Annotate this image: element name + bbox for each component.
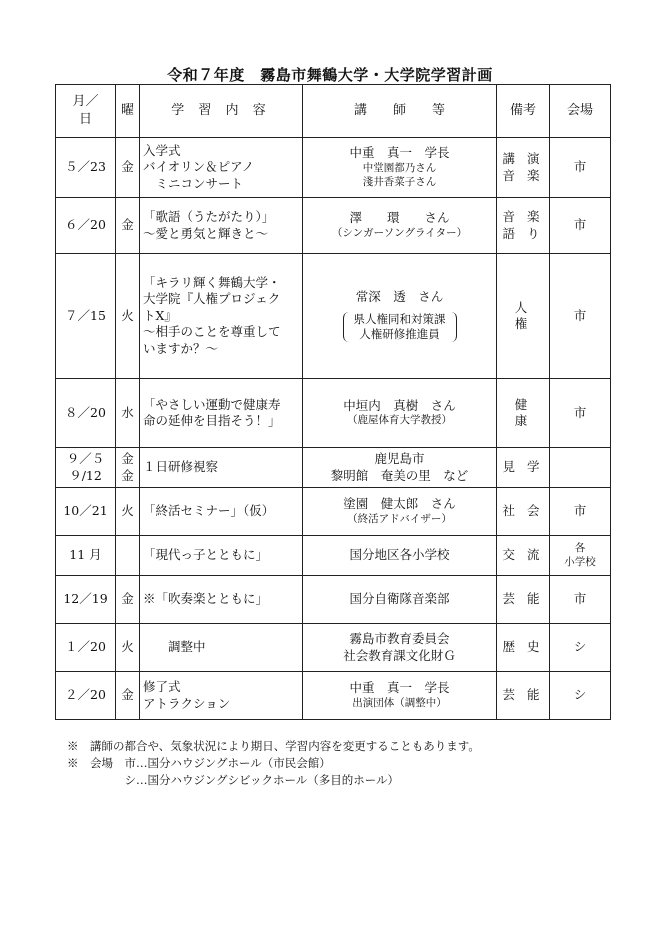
table-row <box>56 536 611 576</box>
cell-day <box>116 138 140 198</box>
cell-day <box>116 488 140 536</box>
cell-content <box>140 672 303 720</box>
cell-content-line: 大学院『人権プロジェク <box>143 291 281 307</box>
lecturer-affiliation-bracket <box>343 312 457 342</box>
cell-note-line: 音 楽 <box>502 167 544 183</box>
cell-date <box>56 488 116 536</box>
cell-date-line: 12／19 <box>63 591 108 607</box>
cell-note <box>497 672 550 720</box>
cell-day-line: 火 <box>121 307 134 323</box>
cell-content-line: 「やさしい運動で健康寿 <box>143 396 281 412</box>
cell-note <box>497 448 550 488</box>
cell-day <box>116 624 140 672</box>
cell-venue-line: 市 <box>573 159 587 175</box>
page-title: 令和７年度 霧島市舞鶴大学・大学院学習計画 <box>167 66 493 84</box>
cell-note-line: 健 康 <box>514 396 548 428</box>
cell-date-line: ７／15 <box>65 307 106 323</box>
cell-lecturer-line: 中垣内 真樹 さん <box>343 397 456 413</box>
cell-lecturer-line: 社会教育課文化財Ｇ <box>343 647 456 663</box>
cell-lecturer <box>303 672 497 720</box>
cell-day <box>116 672 140 720</box>
cell-note-line: 社 会 <box>502 503 544 519</box>
cell-date <box>56 379 116 448</box>
cell-lecturer <box>303 536 497 576</box>
cell-date <box>56 536 116 576</box>
cell-content-line: ※「吹奏楽とともに」 <box>143 591 269 607</box>
header-day: 曜 <box>116 85 140 138</box>
cell-note-line: 芸 能 <box>502 591 544 607</box>
cell-content-line: ～相手のことを尊重して <box>143 324 281 340</box>
cell-lecturer-line: 黎明館 奄美の里 など <box>330 467 469 483</box>
cell-lecturer <box>303 576 497 624</box>
cell-content <box>140 448 303 488</box>
cell-date-line: ８／20 <box>65 404 106 420</box>
cell-venue <box>550 672 611 720</box>
footnote-venue-civic: シ…国分ハウジングシビックホール（多目的ホール） <box>67 773 400 787</box>
cell-lecturer-line: 鹿児島市 <box>374 451 425 466</box>
cell-lecturer-line: 常深 透 さん <box>355 289 444 305</box>
cell-content-line: アトラクション <box>143 695 231 711</box>
cell-content-line: １日研修視察 <box>143 459 219 475</box>
cell-venue <box>550 624 611 672</box>
header-content: 学 習 内 容 <box>140 85 303 138</box>
cell-lecturer <box>303 254 497 379</box>
cell-lecturer-line: 国分自衛隊音楽部 <box>349 591 450 607</box>
cell-content <box>140 536 303 576</box>
cell-venue <box>550 488 611 536</box>
cell-date <box>56 672 116 720</box>
cell-lecturer <box>303 138 497 198</box>
cell-note-line: 芸 能 <box>502 687 544 703</box>
cell-lecturer <box>303 624 497 672</box>
header-venue: 会場 <box>550 85 611 138</box>
table-row <box>56 448 611 488</box>
cell-lecturer <box>303 488 497 536</box>
cell-date-line: ６／20 <box>65 217 106 233</box>
footnotes <box>67 738 480 789</box>
cell-date <box>56 624 116 672</box>
cell-date <box>56 198 116 254</box>
cell-content-line: 「歌語（うたがたり）」 <box>143 209 275 224</box>
cell-note <box>497 624 550 672</box>
schedule-table <box>55 84 611 720</box>
cell-date-line: 10／21 <box>63 503 108 519</box>
cell-note <box>497 379 550 448</box>
cell-note <box>497 254 550 379</box>
cell-lecturer-line: 中重 真一 学長 <box>349 680 450 696</box>
footnote-change: ※ 講師の都合や、気象状況により期日、学習内容を変更することもあります。 <box>67 739 480 753</box>
cell-lecturer <box>303 379 497 448</box>
cell-date-line: ９/12 <box>69 467 102 483</box>
cell-lecturer-line: 出演団体（調整中） <box>352 696 447 709</box>
cell-day <box>116 448 140 488</box>
cell-lecturer <box>303 448 497 488</box>
cell-note-line: 講 演 <box>502 151 544 166</box>
cell-day-line: 金 <box>121 451 134 466</box>
cell-date-line: ５／23 <box>65 159 106 175</box>
cell-content-line: 入学式 <box>143 142 181 158</box>
table-row <box>56 624 611 672</box>
cell-content <box>140 198 303 254</box>
cell-venue <box>550 138 611 198</box>
cell-content-line: 「キラリ輝く舞鶴大学・ <box>143 274 281 290</box>
cell-date <box>56 138 116 198</box>
cell-content-line: 「現代っ子とともに」 <box>143 547 269 563</box>
cell-venue-line: シ <box>573 687 587 703</box>
cell-date <box>56 254 116 379</box>
footnote-venue-shi: ※ 会場 市…国分ハウジングホール（市民会館） <box>67 756 331 770</box>
lecturer-affiliation-line: 県人権同和対策課 <box>353 311 446 326</box>
cell-day <box>116 254 140 379</box>
table-row <box>56 138 611 198</box>
cell-note-line: 音 楽 <box>502 209 544 224</box>
table-row <box>56 379 611 448</box>
cell-date-line: 11 月 <box>69 547 102 563</box>
cell-venue <box>550 379 611 448</box>
cell-note-line: 歴 史 <box>502 639 544 655</box>
cell-note <box>497 536 550 576</box>
cell-day <box>116 576 140 624</box>
cell-note-line: 見 学 <box>502 459 544 475</box>
cell-content <box>140 576 303 624</box>
cell-note <box>497 138 550 198</box>
cell-day <box>116 379 140 448</box>
cell-date-line: １／20 <box>65 639 106 655</box>
cell-date-line: ２／20 <box>65 687 106 703</box>
header-date <box>56 85 116 138</box>
cell-day-line: 火 <box>121 639 134 655</box>
cell-date-line: ９／５ <box>66 451 105 466</box>
header-date-label: 月／日 <box>72 94 99 127</box>
cell-content <box>140 138 303 198</box>
cell-content <box>140 488 303 536</box>
cell-venue-line: 市 <box>573 503 587 519</box>
cell-venue <box>550 448 611 488</box>
table-row <box>56 254 611 379</box>
cell-content-line: トX』 <box>143 307 177 323</box>
cell-day-line: 金 <box>121 159 134 175</box>
cell-day <box>116 536 140 576</box>
cell-content <box>140 624 303 672</box>
cell-content-line: ミニコンサート <box>143 175 244 191</box>
cell-note <box>497 576 550 624</box>
cell-venue <box>550 198 611 254</box>
cell-note <box>497 198 550 254</box>
cell-venue <box>550 576 611 624</box>
cell-venue <box>550 254 611 379</box>
table-row <box>56 488 611 536</box>
cell-lecturer-line: 塗園 健太郎 さん <box>343 496 456 512</box>
cell-day-line: 金 <box>121 687 134 703</box>
cell-lecturer-line: （鹿屋体育大学教授） <box>347 414 452 427</box>
cell-content <box>140 254 303 379</box>
cell-note <box>497 488 550 536</box>
cell-venue-line: 小学校 <box>564 555 596 568</box>
cell-day-line: 水 <box>121 404 134 420</box>
cell-content-line: いますか？～ <box>143 340 219 356</box>
cell-lecturer-line: 国分地区各小学校 <box>349 547 450 563</box>
cell-day-line: 金 <box>121 217 134 233</box>
cell-lecturer-line: 淺井香菜子さん <box>362 175 437 188</box>
cell-content-line: 修了式 <box>143 679 181 694</box>
cell-date <box>56 448 116 488</box>
header-lecturer: 講 師 等 <box>303 85 497 138</box>
cell-venue-line: 各 <box>574 541 586 554</box>
cell-lecturer-line: 澤 環 さん <box>349 210 450 226</box>
cell-date <box>56 576 116 624</box>
cell-venue-line: シ <box>573 639 587 655</box>
cell-lecturer-line: （終活アドバイザー） <box>347 512 452 525</box>
cell-day-line: 金 <box>121 591 134 607</box>
cell-lecturer-line: 霧島市教育委員会 <box>349 631 450 646</box>
table-header-row <box>56 85 611 138</box>
cell-lecturer-line: （シンガーソングライター） <box>331 226 468 239</box>
cell-day-line: 金 <box>121 467 134 483</box>
cell-lecturer <box>303 198 497 254</box>
lecturer-affiliation-line: 人権研修推進員 <box>359 327 440 342</box>
table-row <box>56 198 611 254</box>
cell-lecturer-line: 中堂園都乃さん <box>362 161 437 174</box>
cell-note-line: 語 り <box>502 225 544 241</box>
cell-content <box>140 379 303 448</box>
cell-venue-line: 市 <box>573 591 587 607</box>
cell-day-line: 火 <box>121 503 134 519</box>
cell-content-line: 命の延伸を目指そう！」 <box>143 413 281 428</box>
cell-day <box>116 198 140 254</box>
cell-content-line: 「終活セミナー」（仮） <box>143 503 275 519</box>
cell-venue-line: 市 <box>573 307 587 323</box>
cell-note-line: 交 流 <box>502 547 544 563</box>
cell-content-line: 調整中 <box>143 639 206 655</box>
table-row <box>56 576 611 624</box>
cell-content-line: バイオリン＆ピアノ <box>143 159 255 175</box>
table-row <box>56 672 611 720</box>
cell-venue-line: 市 <box>573 404 587 420</box>
header-note: 備考 <box>497 85 550 138</box>
cell-venue <box>550 536 611 576</box>
cell-lecturer-line: 中重 真一 学長 <box>349 145 450 161</box>
cell-venue-line: 市 <box>573 217 587 233</box>
cell-content-line: ～愛と勇気と輝きと～ <box>143 225 269 241</box>
cell-note-line: 人 権 <box>514 299 548 331</box>
